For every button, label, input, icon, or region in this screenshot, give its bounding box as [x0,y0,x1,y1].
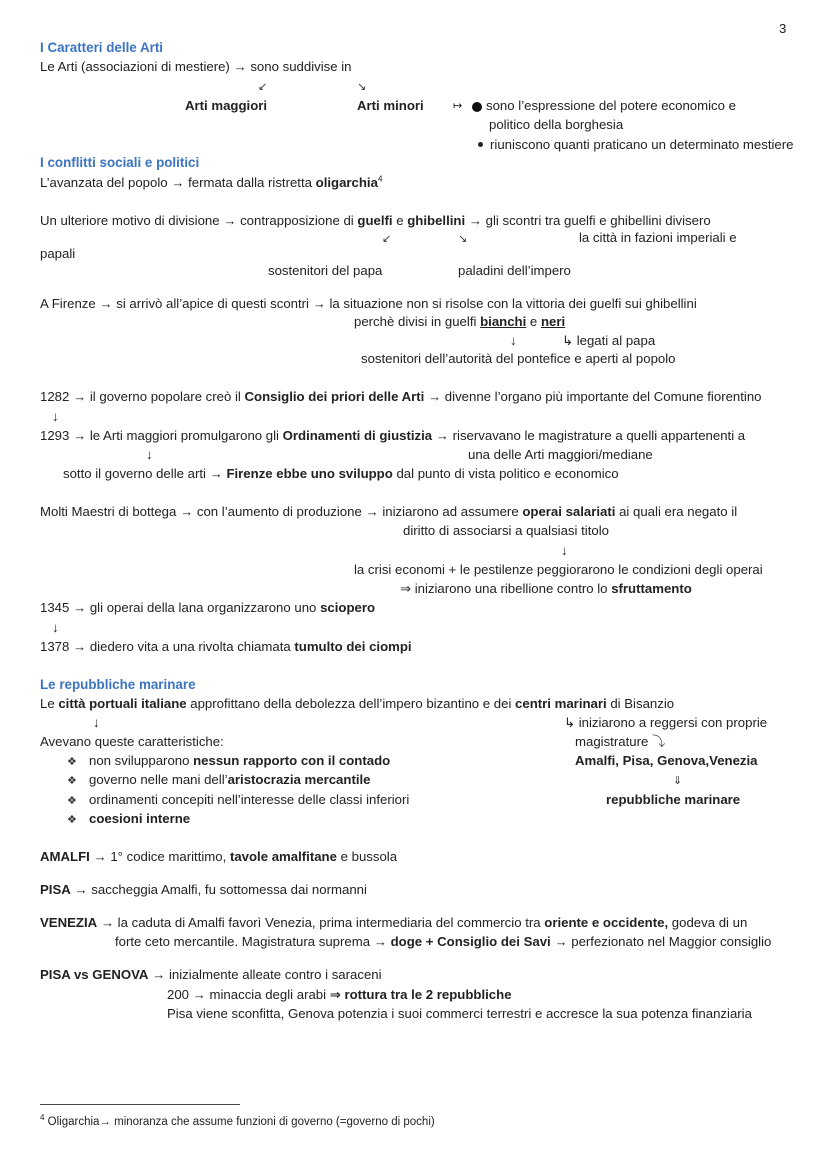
arrow-down-left: ↙ [382,233,392,245]
diamond-bullet-icon: ❖ [67,814,77,826]
magistrature-line: magistrature ⤵ [575,734,666,749]
divisione-line: Un ulteriore motivo di divisione → contrapposizione di guelfi e ghibellini → gli scontri tra guelfi e ghibellini divisero [40,213,711,228]
sostenitori-pontefice: sostenitori dell’autorità del pontefice e aperti al popolo [361,351,676,366]
double-arrow-down: ⇓ [673,775,683,787]
minori-point-1a: sono l’espressione del potere economico e [486,98,736,113]
iniziarono-line: ↳ iniziarono a reggersi con proprie [564,715,768,730]
line-200: 200 → minaccia degli arabi ⇒ rottura tra le 2 repubbliche [167,987,512,1002]
bullet-dot-icon [472,102,482,112]
avanzata-line: L’avanzata del popolo → fermata dalla ristretta oligarchia$^4$ [40,174,383,190]
bullet-small-icon [478,142,483,147]
cities-list: Amalfi, Pisa, Genova,Venezia [575,753,758,768]
caratteristica-2: governo nelle mani dell’aristocrazia mercantile [89,772,371,787]
divisi-line: perchè divisi in guelfi bianchi e neri [354,314,566,329]
maps-to-arrow: ↦ [453,100,463,112]
diamond-bullet-icon: ❖ [67,775,77,787]
footnote: $^4$ Oligarchia→ minoranza che assume funzioni di governo (=governo di pochi) [40,1113,435,1128]
firenze-line: A Firenze → si arrivò all’apice di questi scontri → la situazione non si risolse con la vittoria dei guelfi sui ghibellini [40,296,697,311]
avevano-line: Avevano queste caratteristiche: [40,734,224,749]
legati-papa: ↳ legati al papa [562,333,656,348]
arrow-down-right: ↘ [357,81,367,93]
arti-intro: Le Arti (associazioni di mestiere) → sono suddivise in [40,59,352,74]
citta-portuali-line: Le città portuali italiane approfittano della debolezza dell’impero bizantino e dei centri marinari di Bisanzio [40,696,675,711]
repubbliche-marinare: repubbliche marinare [606,792,741,807]
ribellione-line: ⇒ iniziarono una ribellione contro lo sfruttamento [400,581,692,596]
pisa-sconfitta-line: Pisa viene sconfitta, Genova potenzia i suoi commerci terrestri e accresce la sua potenza finanziaria [167,1006,752,1021]
arrow-down-left: ↙ [258,81,268,93]
diritto-line: diritto di associarsi a qualsiasi titolo [403,523,609,538]
pisa-genova-line: PISA vs GENOVA → inizialmente alleate contro i saraceni [40,967,382,982]
diamond-bullet-icon: ❖ [67,795,77,807]
venezia-line: VENEZIA → la caduta di Amalfi favorì Venezia, prima intermediaria del commercio tra oriente e occidente, godeva di un [40,915,748,930]
arrow-down: ↓ [561,543,568,558]
sviluppo-line: sotto il governo delle arti → Firenze ebbe uno sviluppo dal punto di vista politico e economico [63,466,619,481]
section-title-conflitti: I conflitti sociali e politici [40,155,200,170]
section-title-arti: I Caratteri delle Arti [40,40,164,55]
caratteristica-1: non svilupparono nessun rapporto con il contado [89,753,391,768]
line-1378: 1378 → diedero vita a una rivolta chiamata tumulto dei ciompi [40,639,412,654]
section-title-repubbliche: Le repubbliche marinare [40,677,196,692]
arrow-down: ↓ [52,409,59,424]
arrow-down: ↓ [52,620,59,635]
amalfi-line: AMALFI → 1° codice marittimo, tavole amalfitane e bussola [40,849,398,864]
minori-point-1b: politico della borghesia [489,117,624,132]
arrow-down: ↓ [93,715,100,730]
venezia-line-2: forte ceto mercantile. Magistratura suprema → doge + Consiglio dei Savi → perfezionato nel Maggior consiglio [115,934,772,949]
line-1293: 1293 → le Arti maggiori promulgarono gli Ordinamenti di giustizia → riservavano le magistrature a quelli appartenenti a [40,428,746,443]
footnote-separator [40,1104,240,1105]
pisa-line: PISA → saccheggia Amalfi, fu sottomessa dai normanni [40,882,367,897]
line-1345: 1345 → gli operai della lana organizzarono uno sciopero [40,600,376,615]
fazioni-line: la città in fazioni imperiali e [579,230,737,245]
line-1282: 1282 → il governo popolare creò il Consiglio dei priori delle Arti → divenne l’organo più importante del Comune fiorentino [40,389,762,404]
arrow-down: ↓ [510,333,517,348]
crisi-line: la crisi economi + le pestilenze peggiorarono le condizioni degli operai [354,562,763,577]
arrow-down: ↓ [146,447,153,462]
papali-line: papali [40,246,76,261]
arti-minori: Arti minori [357,98,424,113]
diamond-bullet-icon: ❖ [67,756,77,768]
arrow-down-right: ↘ [458,233,468,245]
caratteristica-3: ordinamenti concepiti nell’interesse delle classi inferiori [89,792,410,807]
page-number: 3 [779,21,787,36]
minori-point-2: riuniscono quanti praticano un determinato mestiere [490,137,794,152]
paladini-impero: paladini dell’impero [458,263,571,278]
maestri-line: Molti Maestri di bottega → con l’aumento di produzione → iniziarono ad assumere operai salariati ai quali era negato il [40,504,738,519]
arti-maggiori: Arti maggiori [185,98,268,113]
caratteristica-4: coesioni interne [89,811,191,826]
una-delle-arti: una delle Arti maggiori/mediane [468,447,653,462]
sostenitori-papa: sostenitori del papa [268,263,383,278]
